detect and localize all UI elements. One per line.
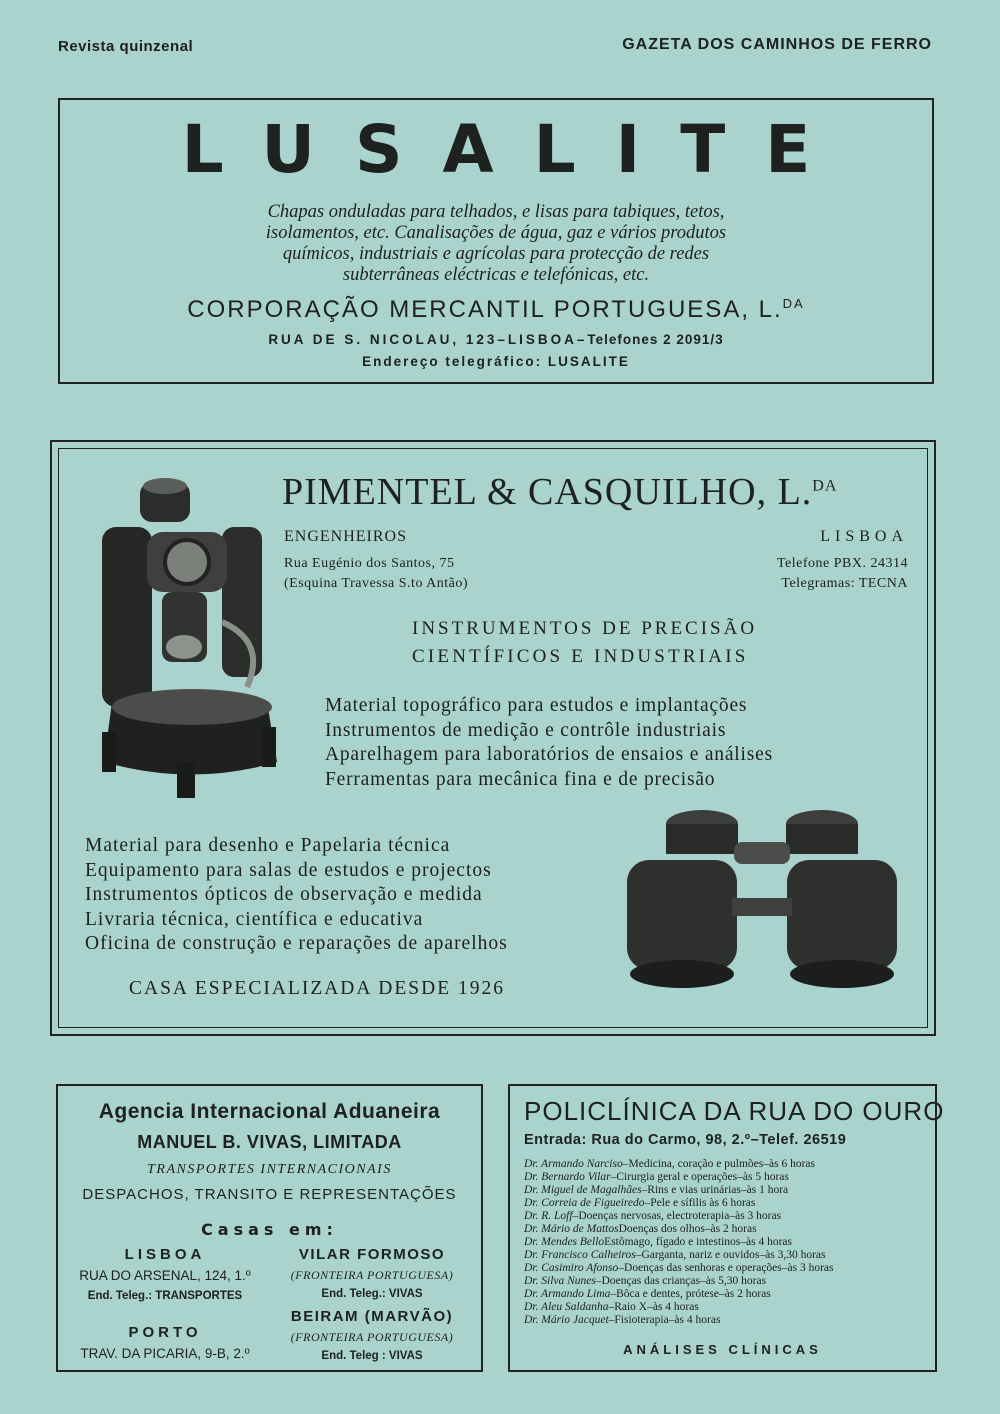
service-item: Aparelhagem para laboratórios de ensaios e análises xyxy=(325,744,773,765)
lisboa-branch-address: RUA DO ARSENAL, 124, 1.º xyxy=(79,1268,251,1283)
vilar-branch-title: VILAR FORMOSO xyxy=(298,1246,446,1263)
service-item: Ferramentas para mecânica fina e de precisão xyxy=(325,768,716,790)
doctor-row xyxy=(524,1210,923,1223)
doctor-row xyxy=(524,1314,923,1327)
doctor-name: Dr. Francisco Calheiros xyxy=(524,1249,636,1261)
doctor-specialty: Doenças dos olhos–às 2 horas xyxy=(618,1223,757,1235)
beiram-branch-title: BEIRAM (MARVÃO) xyxy=(290,1308,454,1325)
magazine-frequency: Revista quinzenal xyxy=(58,38,194,55)
lusalite-company xyxy=(60,296,932,324)
doctor-row xyxy=(524,1223,923,1236)
doctor-specialty: –Bôca e dentes, prótese–às 2 horas xyxy=(610,1288,771,1300)
vilar-branch-subtitle: (FRONTEIRA PORTUGUESA) xyxy=(290,1268,454,1282)
company-name: CORPORAÇÃO MERCANTIL PORTUGUESA, L. xyxy=(187,296,783,323)
doctor-row xyxy=(524,1236,923,1249)
branches-heading: Casas em: xyxy=(201,1220,338,1239)
doctor-name: Dr. Bernardo Vilar xyxy=(524,1171,611,1183)
headline-line: CIENTÍFICOS E INDUSTRIAIS xyxy=(412,646,749,667)
doctor-name: Dr. Mário Jacquet xyxy=(524,1314,609,1326)
doctor-specialty: –Pele e sífilis às 6 horas xyxy=(644,1197,756,1209)
pimentel-company-title xyxy=(282,470,837,514)
lusalite-description-line: subterrâneas eléctricas e telefónicas, etc. xyxy=(342,265,650,285)
doctor-specialty: –Doenças das senhoras e operações–às 3 horas xyxy=(618,1262,834,1274)
company-name: PIMENTEL & CASQUILHO, L. xyxy=(282,471,813,513)
company-suffix: DA xyxy=(782,296,805,311)
doctor-row xyxy=(524,1171,923,1184)
doctor-specialty: –Doenças nervosas, electroterapia–às 3 horas xyxy=(572,1210,782,1222)
doctor-row xyxy=(524,1249,923,1262)
phone-number: Telefone PBX. 24314 xyxy=(776,556,908,571)
service-item: Instrumentos ópticos de observação e medida xyxy=(85,884,483,905)
service-item: Oficina de construção e reparações de aparelhos xyxy=(85,933,508,954)
service-item: Instrumentos de medição e contrôle industriais xyxy=(325,719,727,741)
doctor-specialty: –Cirurgia geral e operações–às 5 horas xyxy=(610,1171,789,1183)
city-label: LISBOA xyxy=(820,528,908,545)
vilar-branch-telegraph: End. Teleg.: VIVAS xyxy=(321,1288,423,1300)
doctor-specialty: –Rins e vias urinárias–às 1 hora xyxy=(641,1184,789,1196)
pimentel-advertisement xyxy=(50,440,936,1036)
lusalite-logo: LUSALITE xyxy=(181,111,851,188)
lisboa-branch-telegraph: End. Teleg.: TRANSPORTES xyxy=(87,1290,243,1302)
clinic-footer: ANÁLISES CLÍNICAS xyxy=(623,1342,822,1357)
doctor-name: Dr. Silva Nunes xyxy=(524,1275,596,1287)
lusalite-address xyxy=(60,332,932,347)
agency-transport: TRANSPORTES INTERNACIONAIS xyxy=(147,1162,392,1177)
doctor-row xyxy=(524,1197,923,1210)
doctor-specialty: –Medicina, coração e pulmões–às 6 horas xyxy=(622,1158,815,1170)
lusalite-description-line: químicos, industriais e agrícolas para protecção de redes xyxy=(282,244,710,264)
lusalite-telegraphic-address: Endereço telegráfico: LUSALITE xyxy=(362,354,630,369)
agency-services: DESPACHOS, TRANSITO E REPRESENTAÇÕES xyxy=(82,1186,457,1203)
agency-company: MANUEL B. VIVAS, LIMITADA xyxy=(137,1132,402,1152)
company-suffix: DA xyxy=(812,477,838,495)
doctor-row xyxy=(524,1288,923,1301)
magazine-title: GAZETA DOS CAMINHOS DE FERRO xyxy=(622,36,932,53)
doctor-name: Dr. Aleu Saldanha xyxy=(524,1301,609,1313)
established-since: CASA ESPECIALIZADA DESDE 1926 xyxy=(129,978,505,999)
beiram-branch-subtitle: (FRONTEIRA PORTUGUESA) xyxy=(290,1330,454,1344)
doctor-row xyxy=(524,1301,923,1314)
doctor-row xyxy=(524,1184,923,1197)
street-corner: (Esquina Travessa S.to Antão) xyxy=(284,576,469,591)
doctor-row xyxy=(524,1158,923,1171)
clinic-title: POLICLÍNICA DA RUA DO OURO xyxy=(524,1096,945,1126)
doctor-name: Dr. Mário de Mattos xyxy=(524,1223,619,1235)
doctor-name: Dr. Miguel de Magalhães xyxy=(524,1184,642,1196)
agencia-advertisement xyxy=(56,1084,483,1372)
doctor-specialty: Estômago, fígado e intestinos–às 4 horas xyxy=(604,1236,792,1248)
doctor-name: Dr. Armando Narciso xyxy=(524,1158,623,1170)
doctor-name: Dr. R. Loff xyxy=(524,1210,573,1222)
doctor-name: Dr. Mendes Bello xyxy=(524,1236,605,1248)
service-item: Equipamento para salas de estudos e projectos xyxy=(85,859,492,881)
theodolite-illustration xyxy=(92,472,292,802)
clinic-entrance: Entrada: Rua do Carmo, 98, 2.º–Telef. 26519 xyxy=(524,1132,847,1148)
beiram-branch-telegraph: End. Teleg : VIVAS xyxy=(321,1350,423,1362)
doctor-specialty: –Doenças das crianças–às 5,30 horas xyxy=(595,1275,767,1287)
services-list-right xyxy=(325,694,773,792)
doctor-name: Dr. Correia de Figueiredo xyxy=(524,1197,645,1209)
lusalite-description-line: isolamentos, etc. Canalisações de água, gaz e vários produtos xyxy=(265,223,727,243)
lisboa-branch-title: LISBOA xyxy=(124,1246,206,1263)
services-list-left xyxy=(85,834,508,957)
porto-branch-title: PORTO xyxy=(128,1324,202,1341)
agency-title: Agencia Internacional Aduaneira xyxy=(98,1100,441,1123)
doctor-name: Dr. Casimiro Afonso xyxy=(524,1262,619,1274)
service-item: Material para desenho e Papelaria técnica xyxy=(85,835,451,856)
phone-numbers: Telefones 2 2091/3 xyxy=(587,332,724,347)
telegram-address: Telegramas: TECNA xyxy=(781,576,908,591)
lusalite-description-line: Chapas onduladas para telhados, e lisas para tabiques, tetos, xyxy=(267,202,725,222)
doctor-specialty: –Fisioterapia–às 4 horas xyxy=(608,1314,721,1326)
doctor-name: Dr. Armando Lima xyxy=(524,1288,611,1300)
lusalite-advertisement xyxy=(58,98,934,384)
street-address: Rua Eugénio dos Santos, 75 xyxy=(284,556,455,571)
service-item: Livraria técnica, científica e educativa xyxy=(85,908,424,930)
service-item: Material topográfico para estudos e implantações xyxy=(325,695,748,716)
binoculars-illustration xyxy=(622,802,902,992)
doctor-row xyxy=(524,1275,923,1288)
doctor-specialty: –Garganta, nariz e ouvidos–às 3,30 horas xyxy=(635,1249,826,1261)
doctor-specialty: –Raio X–às 4 horas xyxy=(608,1301,699,1313)
engineers-label: ENGENHEIROS xyxy=(284,528,407,545)
street-address: RUA DE S. NICOLAU, 123–LISBOA– xyxy=(268,332,588,347)
porto-branch-address: TRAV. DA PICARIA, 9-B, 2.º xyxy=(80,1346,250,1361)
headline-line: INSTRUMENTOS DE PRECISÃO xyxy=(412,618,758,639)
doctor-row xyxy=(524,1262,923,1275)
policlinica-advertisement xyxy=(508,1084,945,1372)
